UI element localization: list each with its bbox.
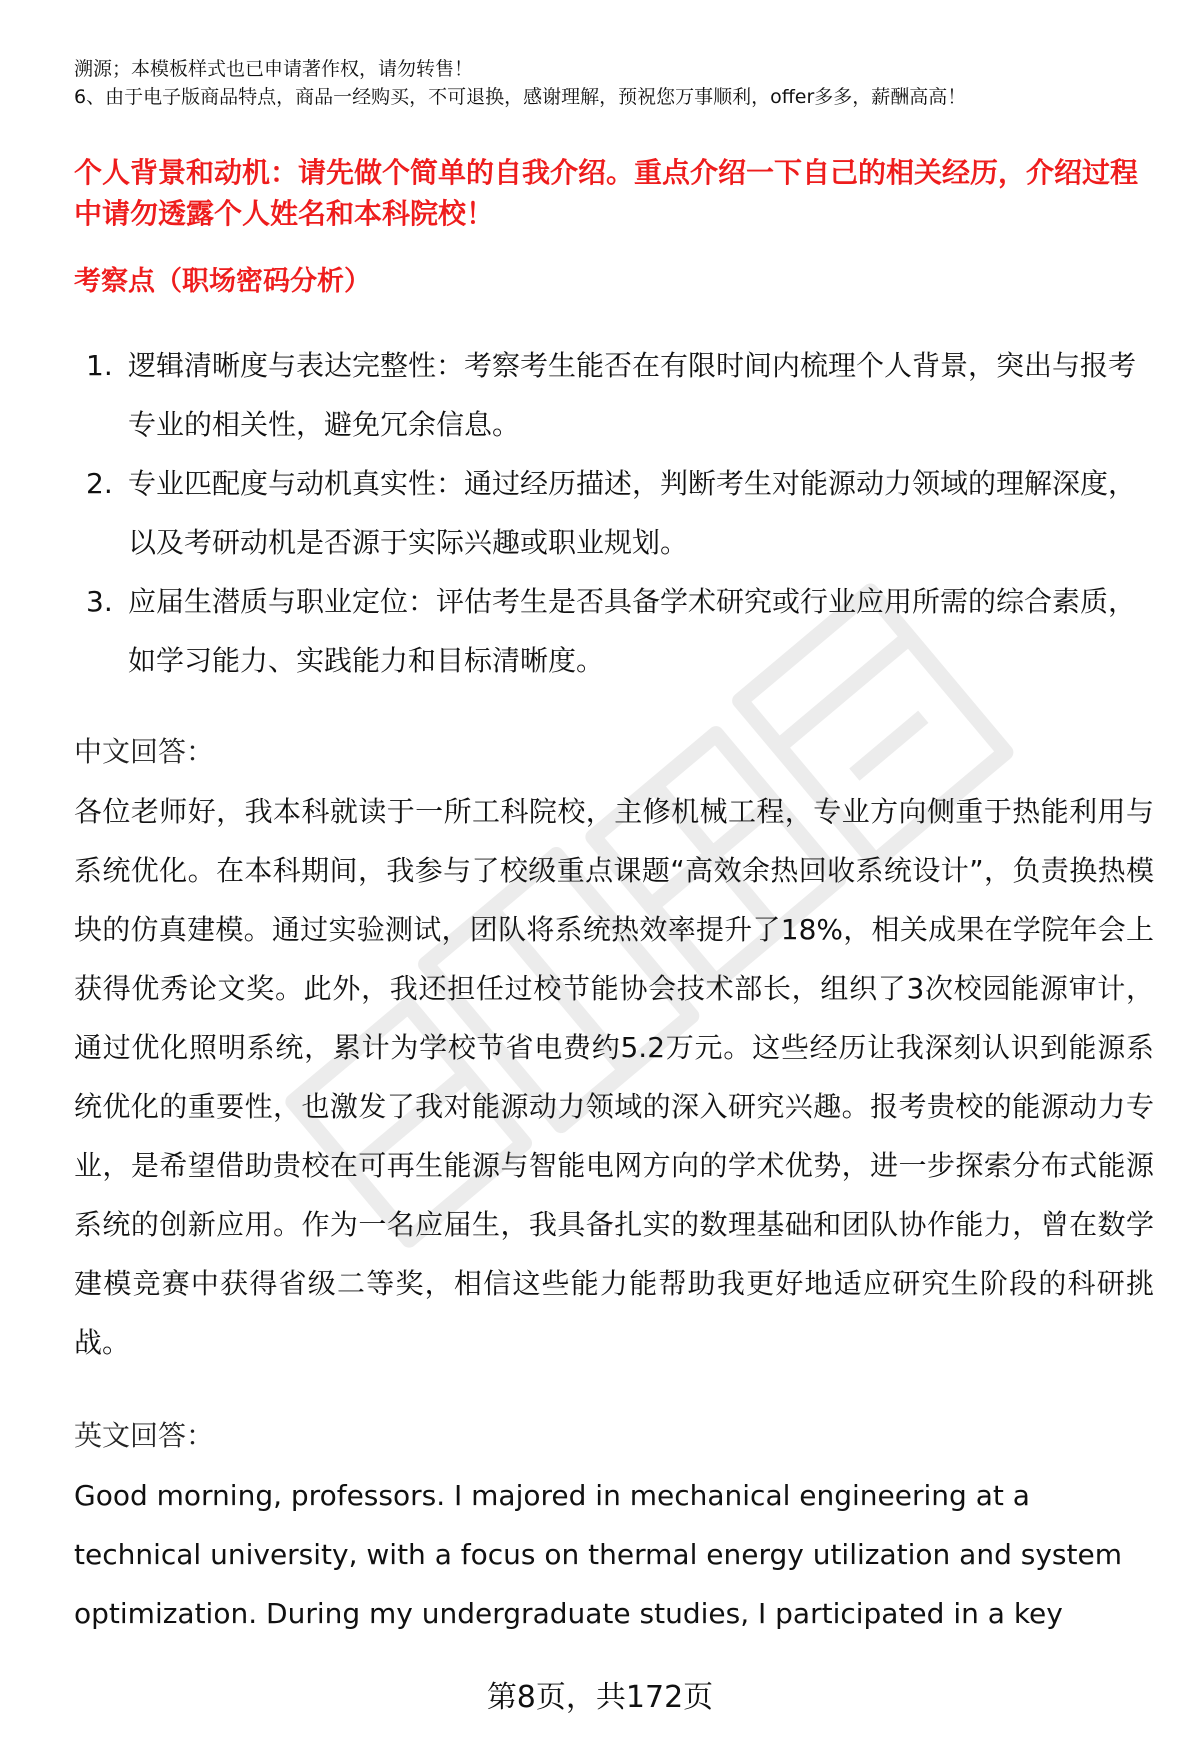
- chinese-answer-text: 各位老师好，我本科就读于一所工科院校，主修机械工程，专业方向侧重于热能利用与系统优化。在本科期间，我参与了校级重点课题“高效余热回收系统设计”，负责换热模块的仿真建模。通过实验测试，团队将系统热效率提升了18%，相关成果在学院年会上获得优秀论文奖。此外，我还担任过校节能协会技术部长，组织了3次校园能源审计，通过优化照明系统，累计为学校节省电费约5.2万元。这些经历让我深刻认识到能源系统优化的重要性，也激发了我对能源动力领域的深入研究兴趣。报考贵校的能源动力专业，是希望借助贵校在可再生能源与智能电网方向的学术优势，进一步探索分布式能源系统的创新应用。作为一名应届生，我具备扎实的数理基础和团队协作能力，曾在数学建模竞赛中获得省级二等奖，相信这些能力能帮助我更好地适应研究生阶段的科研挑战。: [74, 795, 1154, 1359]
- assessment-points-list: [74, 336, 1149, 690]
- point-text: 应届生潜质与职业定位：评估考生是否具备学术研究或行业应用所需的综合素质，如学习能力、实践能力和目标清晰度。: [128, 585, 1137, 677]
- assessment-heading: 考察点（职场密码分析）: [74, 266, 371, 297]
- question-title: 个人背景和动机：请先做个简单的自我介绍。重点介绍一下自己的相关经历，介绍过程中请勿透露个人姓名和本科院校！: [74, 156, 1139, 230]
- english-answer-label: 英文回答：: [74, 1419, 215, 1452]
- assessment-point: [74, 336, 1149, 454]
- assessment-point: [74, 572, 1149, 690]
- point-number: 2.: [86, 467, 113, 500]
- english-answer-text: Good morning, professors. I majored in mechanical engineering at a technical university, with a focus on thermal energy utilization and system optimization. During my undergraduate studies, I participated in a key: [74, 1479, 1122, 1630]
- point-number: 3.: [86, 585, 113, 618]
- assessment-point: [74, 454, 1149, 572]
- point-text: 逻辑清晰度与表达完整性：考察考生能否在有限时间内梳理个人背景，突出与报考专业的相关性，避免冗余信息。: [128, 349, 1137, 441]
- point-number: 1.: [86, 349, 113, 382]
- intro-note-line: 溯源；本模板样式也已申请著作权，请勿转售！: [74, 58, 474, 80]
- intro-note-line: 6、由于电子版商品特点，商品一经购买，不可退换，感谢理解，预祝您万事顺利，offer多多，薪酬高高！: [74, 86, 967, 108]
- point-text: 专业匹配度与动机真实性：通过经历描述，判断考生对能源动力领域的理解深度，以及考研动机是否源于实际兴趣或职业规划。: [128, 467, 1137, 559]
- chinese-answer-label: 中文回答：: [74, 735, 215, 768]
- page-footer: 第8页，共172页: [486, 1680, 714, 1715]
